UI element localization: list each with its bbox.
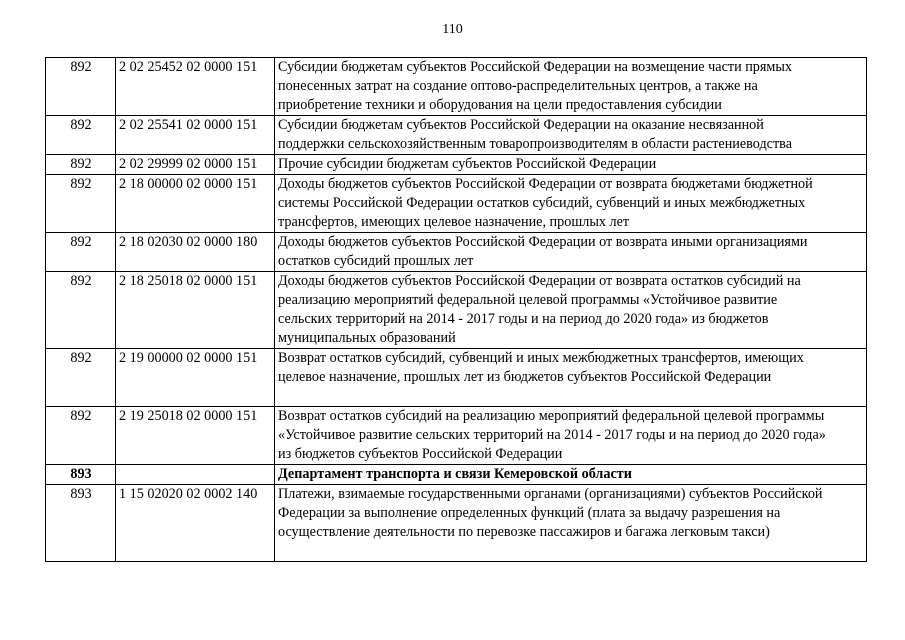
revenue-name-line: системы Российской Федерации остатков субсидий, субвенций и иных межбюджетных	[278, 195, 806, 211]
budget-code-cell: 2 18 02030 02 0000 180	[116, 233, 275, 272]
admin-code-cell: 892	[46, 233, 116, 272]
revenue-name-cell	[275, 233, 867, 272]
table-row	[46, 407, 867, 465]
table-body	[46, 58, 867, 562]
table-row	[46, 465, 867, 485]
budget-code-cell: 2 02 25541 02 0000 151	[116, 116, 275, 155]
budget-code-cell: 2 02 25452 02 0000 151	[116, 58, 275, 116]
revenue-name-line: реализацию мероприятий федеральной целевой программы «Устойчивое развитие	[278, 292, 778, 308]
revenue-name-line: понесенных затрат на создание оптово-распределительных центров, а также на	[278, 78, 758, 94]
revenue-name-cell	[275, 272, 867, 349]
revenue-name-line: муниципальных образований	[278, 330, 456, 346]
revenue-name-cell	[275, 407, 867, 465]
admin-code-cell: 892	[46, 116, 116, 155]
revenue-name-line: сельских территорий на 2014 - 2017 годы и на период до 2020 года» из бюджетов	[278, 311, 769, 327]
admin-code-cell: 892	[46, 349, 116, 407]
admin-code-cell: 892	[46, 407, 116, 465]
revenue-name-line: Платежи, взимаемые государственными органами (организациями) субъектов Российской	[278, 486, 823, 502]
budget-code-cell: 1 15 02020 02 0002 140	[116, 485, 275, 562]
table-row	[46, 349, 867, 407]
revenue-name-line: приобретение техники и оборудования на цели предоставления субсидии	[278, 97, 722, 113]
table-row	[46, 175, 867, 233]
revenue-name-line: Доходы бюджетов субъектов Российской Федерации от возврата иными организациями	[278, 234, 808, 250]
admin-code-cell: 892	[46, 175, 116, 233]
budget-code-cell: 2 18 25018 02 0000 151	[116, 272, 275, 349]
page-number: 110	[442, 22, 463, 37]
revenue-name-cell	[275, 155, 867, 175]
revenue-name-line: трансфертов, имеющих целевое назначение, прошлых лет	[278, 214, 630, 230]
revenue-name-cell	[275, 465, 867, 485]
revenue-name-line: остатков субсидий прошлых лет	[278, 253, 474, 269]
table-row	[46, 58, 867, 116]
budget-code-cell: 2 02 29999 02 0000 151	[116, 155, 275, 175]
table-row	[46, 485, 867, 562]
revenue-name-line: Субсидии бюджетам субъектов Российской Федерации на оказание несвязанной	[278, 117, 764, 133]
table-row	[46, 233, 867, 272]
revenue-name-line: Возврат остатков субсидий, субвенций и иных межбюджетных трансфертов, имеющих	[278, 350, 804, 366]
revenue-name-line	[278, 542, 864, 561]
revenue-name-cell	[275, 58, 867, 116]
revenue-name-line: осуществление деятельности по перевозке пассажиров и багажа легковым такси)	[278, 524, 770, 540]
revenue-name-line: Доходы бюджетов субъектов Российской Федерации от возврата бюджетами бюджетной	[278, 176, 813, 192]
table-row	[46, 155, 867, 175]
revenue-name-line: Прочие субсидии бюджетам субъектов Российской Федерации	[278, 156, 657, 172]
revenue-name-cell	[275, 116, 867, 155]
admin-code-cell: 892	[46, 58, 116, 116]
revenue-name-line: из бюджетов субъектов Российской Федерации	[278, 446, 563, 462]
budget-classification-table	[45, 57, 867, 562]
budget-code-cell: 2 19 00000 02 0000 151	[116, 349, 275, 407]
revenue-name-cell	[275, 485, 867, 562]
revenue-name-line: целевое назначение, прошлых лет из бюджетов субъектов Российской Федерации	[278, 369, 772, 385]
admin-code-cell: 893	[46, 465, 116, 485]
budget-code-cell: 2 19 25018 02 0000 151	[116, 407, 275, 465]
revenue-name-cell	[275, 349, 867, 407]
revenue-name-line: поддержки сельскохозяйственным товаропроизводителям в области растениеводства	[278, 136, 792, 152]
admin-code-cell: 892	[46, 155, 116, 175]
revenue-name-line: Федерации за выполнение определенных функций (плата за выдачу разрешения на	[278, 505, 781, 521]
revenue-name-cell	[275, 175, 867, 233]
revenue-name-line: Субсидии бюджетам субъектов Российской Федерации на возмещение части прямых	[278, 59, 793, 75]
budget-code-cell	[116, 465, 275, 485]
revenue-name-line: Департамент транспорта и связи Кемеровской области	[278, 466, 632, 482]
admin-code-cell: 893	[46, 485, 116, 562]
table-row	[46, 272, 867, 349]
budget-code-cell: 2 18 00000 02 0000 151	[116, 175, 275, 233]
revenue-name-line: «Устойчивое развитие сельских территорий на 2014 - 2017 годы и на период до 2020 года»	[278, 427, 826, 443]
revenue-name-line: Доходы бюджетов субъектов Российской Федерации от возврата остатков субсидий на	[278, 273, 801, 289]
revenue-name-line: Возврат остатков субсидий на реализацию мероприятий федеральной целевой программы	[278, 408, 825, 424]
admin-code-cell: 892	[46, 272, 116, 349]
revenue-name-line	[278, 387, 864, 406]
table-row	[46, 116, 867, 155]
